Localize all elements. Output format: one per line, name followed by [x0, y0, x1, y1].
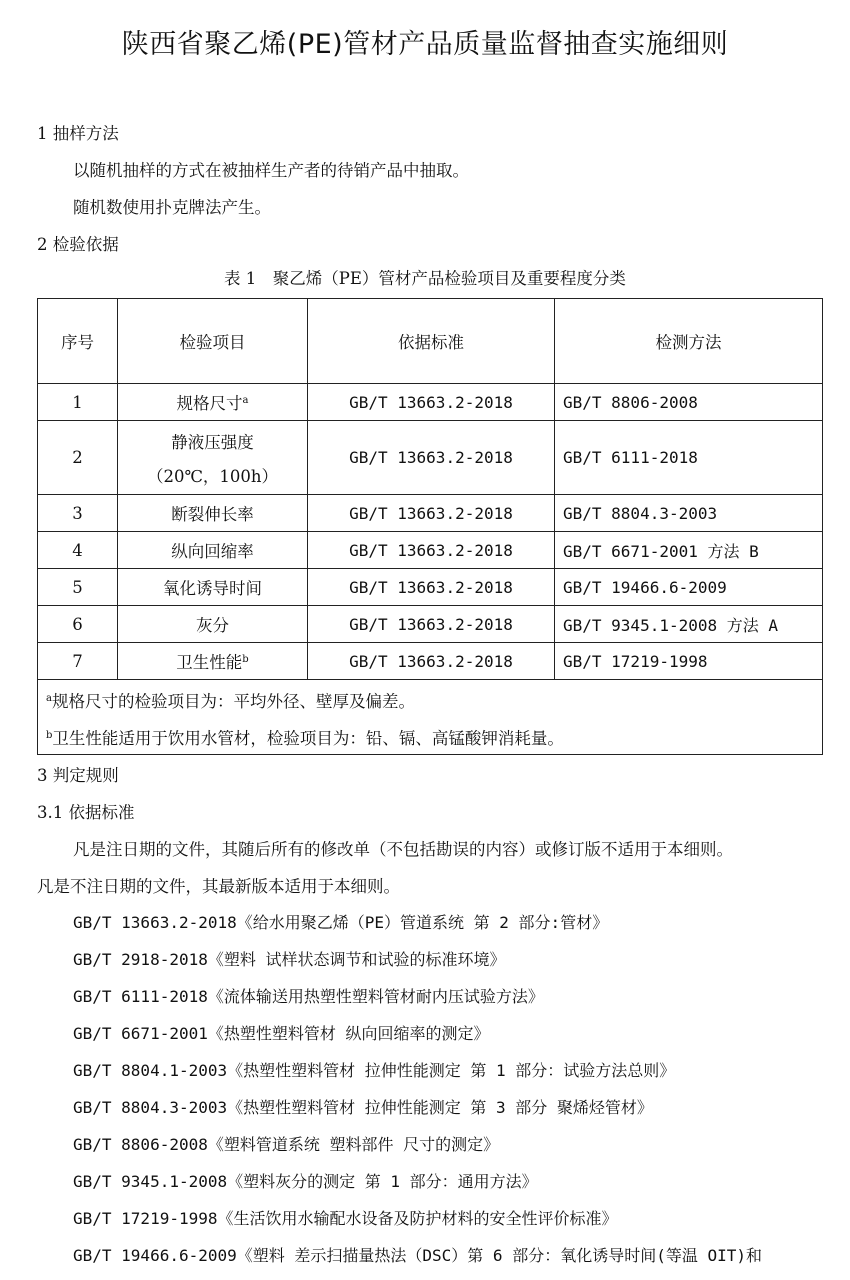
- row-item: 灰分: [118, 606, 308, 643]
- row-no: 7: [38, 643, 118, 680]
- row-standard: GB/T 13663.2-2018: [308, 384, 555, 421]
- row-no: 3: [38, 495, 118, 532]
- footnote-a-text: 规格尺寸的检验项目为：平均外径、壁厚及偏差。: [51, 692, 415, 711]
- table-row: [38, 569, 823, 606]
- row-item: [118, 643, 308, 680]
- sampling-paragraph-1: 以随机抽样的方式在被抽样生产者的待销产品中抽取。: [73, 161, 469, 180]
- row-no: 1: [38, 384, 118, 421]
- standard-reference: GB/T 6671-2001《热塑性塑料管材 纵向回缩率的测定》: [73, 1024, 490, 1043]
- standard-reference: GB/T 17219-1998《生活饮用水输配水设备及防护材料的安全性评价标准》: [73, 1209, 618, 1228]
- rules-paragraph-2: 凡是不注日期的文件，其最新版本适用于本细则。: [37, 877, 400, 896]
- standard-reference: GB/T 8804.1-2003《热塑性塑料管材 拉伸性能测定 第 1 部分：试验方法总则》: [73, 1061, 676, 1080]
- row-item-label: 静液压强度: [171, 432, 254, 452]
- table-row: [38, 495, 823, 532]
- row-standard: GB/T 13663.2-2018: [308, 421, 555, 495]
- section-1-heading: 1 抽样方法: [37, 124, 119, 143]
- row-standard: GB/T 13663.2-2018: [308, 495, 555, 532]
- section-3-1-heading: 3.1 依据标准: [37, 803, 135, 822]
- header-method: 检测方法: [555, 299, 823, 384]
- document-title: 陕西省聚乙烯(PE)管材产品质量监督抽查实施细则: [121, 29, 729, 60]
- table-row: [38, 532, 823, 569]
- row-no: 2: [38, 421, 118, 495]
- row-item: 纵向回缩率: [118, 532, 308, 569]
- table-row: [38, 384, 823, 421]
- row-item-label: 规格尺寸: [176, 394, 243, 413]
- row-standard: GB/T 13663.2-2018: [308, 606, 555, 643]
- table-notes-row: [38, 680, 823, 755]
- row-item-label: 卫生性能: [176, 653, 243, 672]
- header-no: 序号: [38, 299, 118, 384]
- section-3-heading: 3 判定规则: [37, 766, 119, 785]
- table-row: [38, 643, 823, 680]
- row-method: GB/T 6671-2001 方法 B: [555, 532, 823, 569]
- standard-reference: GB/T 2918-2018《塑料 试样状态调节和试验的标准环境》: [73, 950, 506, 969]
- table-row: [38, 421, 823, 495]
- header-standard: 依据标准: [308, 299, 555, 384]
- standard-reference: GB/T 8804.3-2003《热塑性塑料管材 拉伸性能测定 第 3 部分 聚烯烃管材》: [73, 1098, 653, 1117]
- footnote-mark: b: [242, 654, 249, 665]
- header-item: 检验项目: [118, 299, 308, 384]
- standard-reference: GB/T 8806-2008《塑料管道系统 塑料部件 尺寸的测定》: [73, 1135, 500, 1154]
- row-standard: GB/T 13663.2-2018: [308, 643, 555, 680]
- footnote-b-text: 卫生性能适用于饮用水管材，检验项目为：铅、镉、高锰酸钾消耗量。: [52, 729, 564, 748]
- row-method: GB/T 6111-2018: [555, 421, 823, 495]
- standard-reference: GB/T 6111-2018《流体输送用热塑性塑料管材耐内压试验方法》: [73, 987, 544, 1006]
- row-method: GB/T 17219-1998: [555, 643, 823, 680]
- row-standard: GB/T 13663.2-2018: [308, 569, 555, 606]
- row-method: GB/T 8806-2008: [555, 384, 823, 421]
- section-2-heading: 2 检验依据: [37, 235, 119, 254]
- inspection-table: [37, 298, 823, 755]
- sampling-paragraph-2: 随机数使用扑克牌法产生。: [73, 198, 271, 217]
- row-item: 断裂伸长率: [118, 495, 308, 532]
- row-item: [118, 384, 308, 421]
- row-method: GB/T 9345.1-2008 方法 A: [555, 606, 823, 643]
- table-notes: [38, 680, 823, 755]
- row-method: GB/T 19466.6-2009: [555, 569, 823, 606]
- rules-paragraph-1: 凡是注日期的文件，其随后所有的修改单（不包括勘误的内容）或修订版不适用于本细则。: [73, 840, 733, 859]
- row-no: 4: [38, 532, 118, 569]
- row-method: GB/T 8804.3-2003: [555, 495, 823, 532]
- row-no: 6: [38, 606, 118, 643]
- footnote-b: [38, 717, 822, 754]
- footnote-mark: a: [242, 395, 249, 406]
- row-no: 5: [38, 569, 118, 606]
- table-header-row: [38, 299, 823, 384]
- standard-reference: GB/T 9345.1-2008《塑料灰分的测定 第 1 部分：通用方法》: [73, 1172, 538, 1191]
- table-row: [38, 606, 823, 643]
- table-caption: 表 1 聚乙烯（PE）管材产品检验项目及重要程度分类: [224, 269, 626, 288]
- row-item: [118, 421, 308, 495]
- row-standard: GB/T 13663.2-2018: [308, 532, 555, 569]
- standard-reference: GB/T 13663.2-2018《给水用聚乙烯（PE）管道系统 第 2 部分:管材》: [73, 913, 609, 932]
- footnote-b-mark: b: [46, 730, 53, 741]
- footnote-a-mark: a: [46, 693, 52, 704]
- row-item: 氧化诱导时间: [118, 569, 308, 606]
- footnote-a: [38, 680, 822, 717]
- standard-reference: GB/T 19466.6-2009《塑料 差示扫描量热法（DSC）第 6 部分：氧化诱导时间(等温 OIT)和: [73, 1246, 762, 1265]
- row-item-condition: （20℃，100h）: [146, 466, 279, 486]
